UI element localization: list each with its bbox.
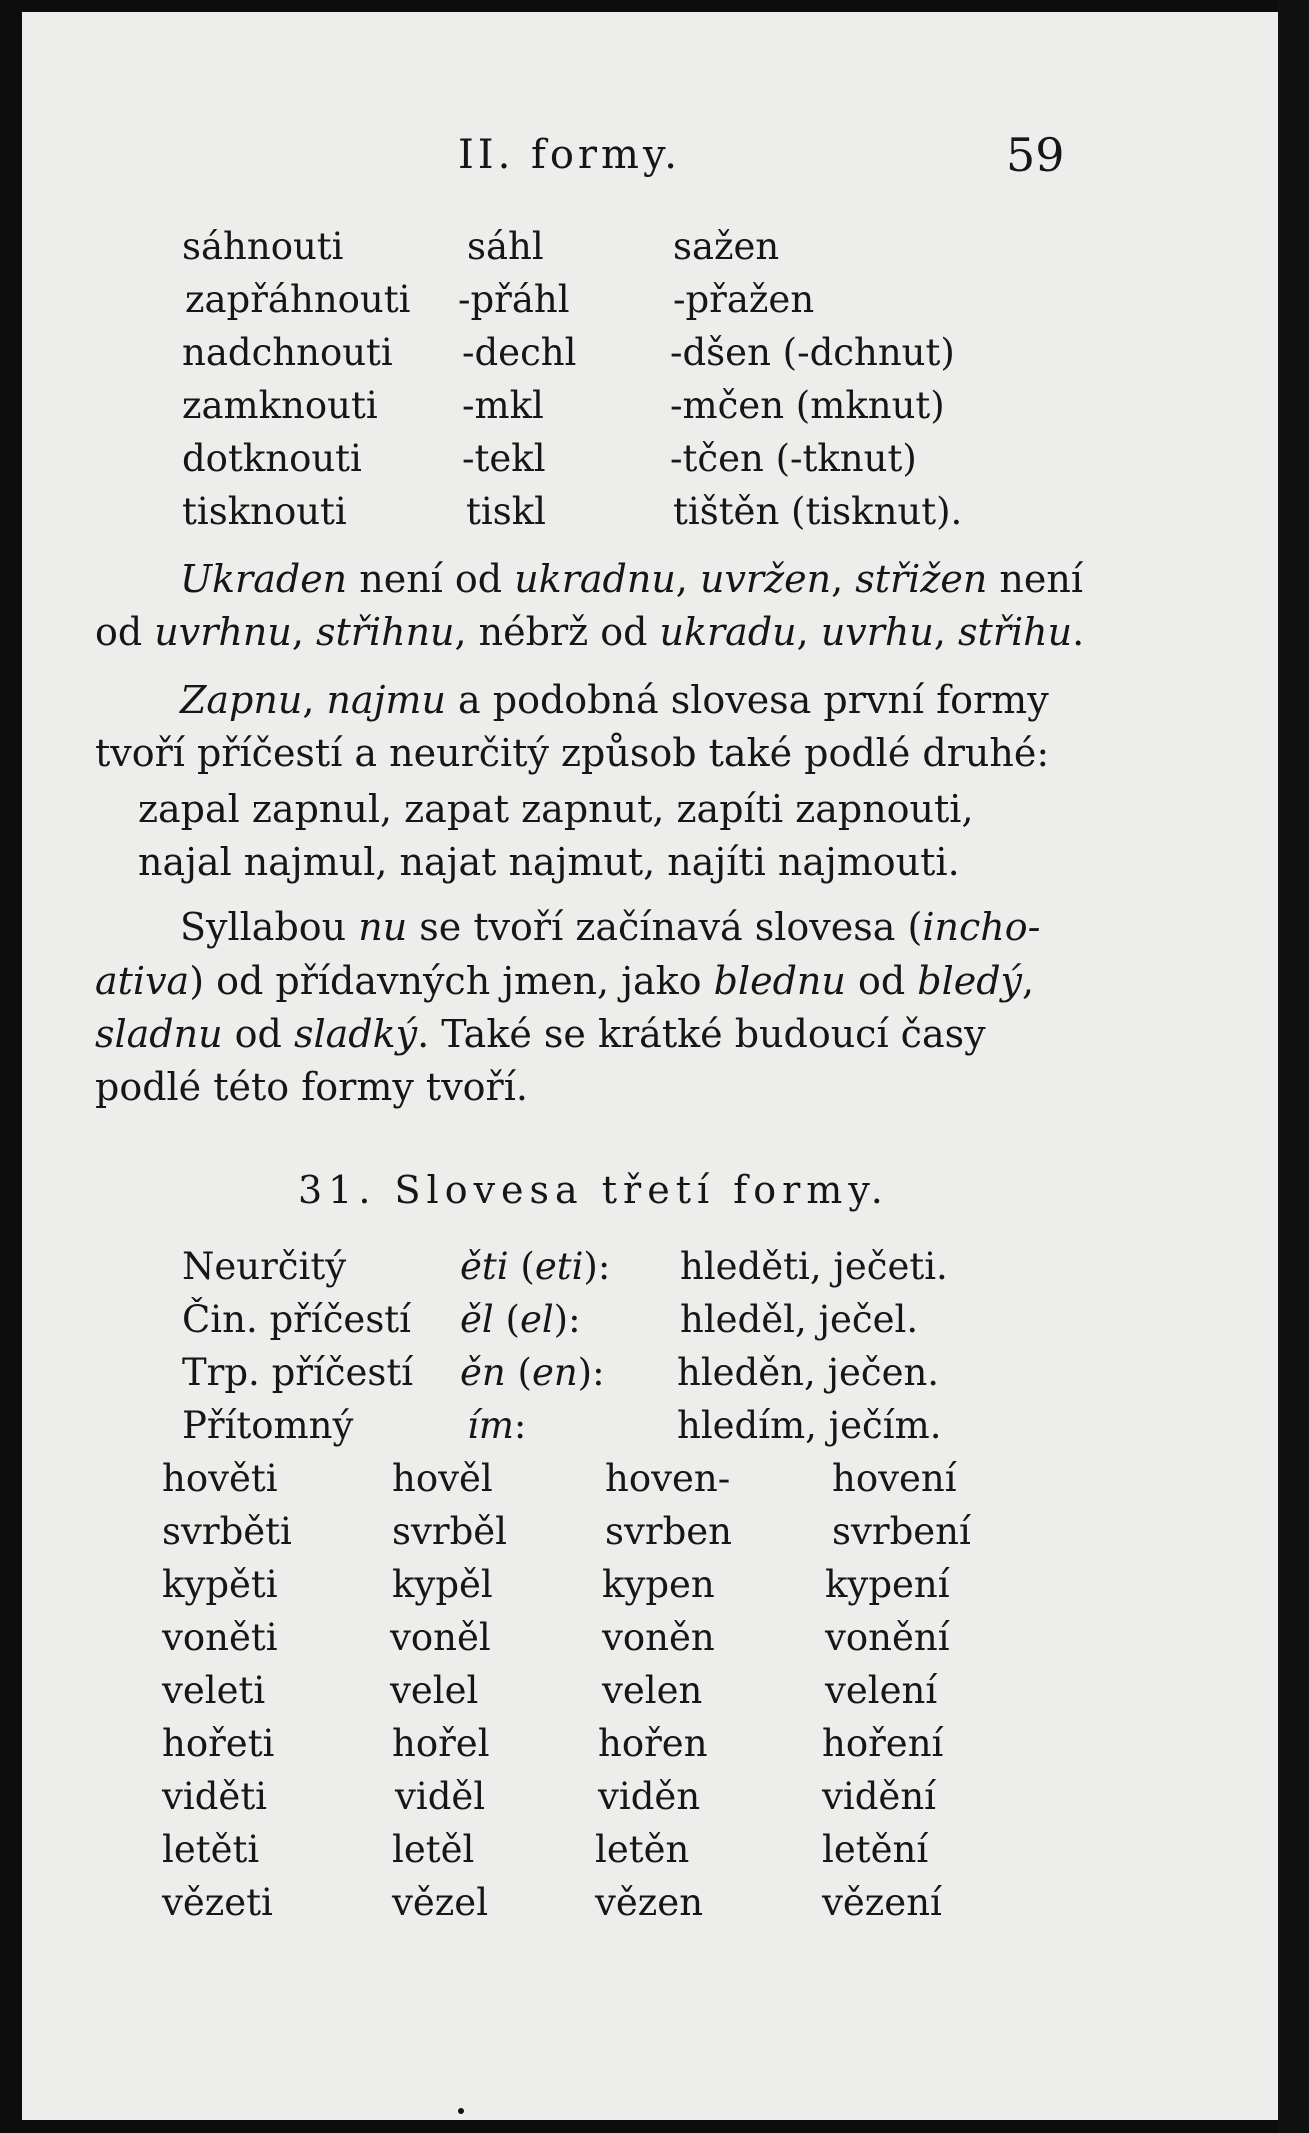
paragraph-line: od uvrhnu, střihnu, nébrž od ukradu, uvrhu, střihu. <box>95 610 1085 654</box>
table-cell: zapřáhnouti <box>185 278 411 321</box>
table-cell: hoření <box>822 1722 944 1765</box>
table-cell: letění <box>822 1828 929 1871</box>
table-cell: tištěn (tisknut). <box>673 490 963 533</box>
table-cell: -přažen <box>673 278 815 321</box>
paragraph-line: Syllabou nu se tvoří začínavá slovesa (incho- <box>180 905 1041 949</box>
table-cell: vězení <box>822 1881 942 1924</box>
form-examples: hleděl, ječel. <box>680 1298 919 1341</box>
table-cell: kypěti <box>162 1563 278 1606</box>
table-cell: hoven- <box>605 1457 731 1500</box>
table-cell: hovení <box>832 1457 957 1500</box>
table-cell: svrběti <box>162 1510 292 1553</box>
table-cell: vězel <box>392 1881 489 1924</box>
table-cell: dotknouti <box>182 437 362 480</box>
paragraph-line: Zapnu, najmu a podobná slovesa první formy <box>180 678 1049 722</box>
table-cell: sáhnouti <box>182 225 344 268</box>
form-suffix: ěl (el): <box>460 1298 581 1341</box>
table-cell: tiskl <box>466 490 546 533</box>
table-cell: voněl <box>390 1616 491 1659</box>
table-cell: viděn <box>598 1775 701 1818</box>
form-label: Čin. příčestí <box>182 1298 412 1341</box>
table-cell: viděl <box>395 1775 486 1818</box>
section-heading: 31. Slovesa třetí formy. <box>298 1168 889 1212</box>
paragraph-line: sladnu od sladký. Také se krátké budoucí časy <box>95 1012 986 1056</box>
paragraph-line: podlé této formy tvoří. <box>95 1065 528 1109</box>
table-cell: velení <box>825 1669 938 1712</box>
table-cell: zamknouti <box>182 384 378 427</box>
table-cell: letěl <box>392 1828 475 1871</box>
paragraph-line: Ukraden není od ukradnu, uvržen, střižen není <box>180 557 1083 601</box>
table-cell: vězeti <box>162 1881 273 1924</box>
form-label: Trp. příčestí <box>182 1351 414 1394</box>
table-cell: nadchnouti <box>182 331 393 374</box>
page-number: 59 <box>1006 128 1065 182</box>
paragraph-line: ativa) od přídavných jmen, jako blednu od bledý, <box>95 959 1035 1003</box>
table-cell: velel <box>390 1669 479 1712</box>
table-cell: -mčen (mknut) <box>670 384 945 427</box>
table-cell: hořeti <box>162 1722 275 1765</box>
form-suffix: ěn (en): <box>460 1351 605 1394</box>
table-cell: letěn <box>595 1828 690 1871</box>
table-cell: letěti <box>162 1828 260 1871</box>
paragraph-line: tvoří příčestí a neurčitý způsob také podlé druhé: <box>95 731 1050 775</box>
form-examples: hledím, ječím. <box>677 1404 942 1447</box>
table-cell: vonění <box>825 1616 950 1659</box>
table-cell: viděti <box>162 1775 268 1818</box>
table-cell: sažen <box>673 225 780 268</box>
ink-speck <box>458 2108 464 2114</box>
page-edge <box>1278 0 1309 2133</box>
table-cell: -tčen (-tknut) <box>670 437 917 480</box>
table-cell: hořen <box>598 1722 708 1765</box>
table-cell: veleti <box>162 1669 266 1712</box>
table-cell: hořel <box>392 1722 490 1765</box>
form-suffix: ěti (eti): <box>460 1245 611 1288</box>
form-suffix: ím: <box>467 1404 527 1447</box>
form-label: Přítomný <box>182 1404 354 1447</box>
table-cell: hověti <box>162 1457 278 1500</box>
table-cell: voněn <box>602 1616 715 1659</box>
table-cell: svrběl <box>392 1510 507 1553</box>
table-cell: -dšen (-dchnut) <box>670 331 955 374</box>
table-cell: -přáhl <box>458 278 570 321</box>
form-label: Neurčitý <box>182 1245 347 1288</box>
form-examples: hleděti, ječeti. <box>680 1245 948 1288</box>
table-cell: kypěl <box>392 1563 493 1606</box>
running-header: II. formy. <box>458 132 681 178</box>
table-cell: -tekl <box>462 437 546 480</box>
table-cell: sáhl <box>467 225 544 268</box>
table-cell: svrben <box>605 1510 732 1553</box>
table-cell: voněti <box>162 1616 278 1659</box>
table-cell: velen <box>602 1669 703 1712</box>
table-cell: vězen <box>595 1881 704 1924</box>
form-examples: hleděn, ječen. <box>677 1351 940 1394</box>
table-cell: -mkl <box>462 384 544 427</box>
table-cell: vidění <box>822 1775 936 1818</box>
table-cell: -dechl <box>462 331 577 374</box>
table-cell: kypen <box>602 1563 715 1606</box>
paragraph-line: najal najmul, najat najmut, najíti najmouti. <box>138 840 960 884</box>
paragraph-line: zapal zapnul, zapat zapnut, zapíti zapnouti, <box>138 787 974 831</box>
table-cell: tisknouti <box>182 490 347 533</box>
table-cell: hověl <box>392 1457 493 1500</box>
table-cell: kypení <box>825 1563 950 1606</box>
table-cell: svrbení <box>832 1510 971 1553</box>
